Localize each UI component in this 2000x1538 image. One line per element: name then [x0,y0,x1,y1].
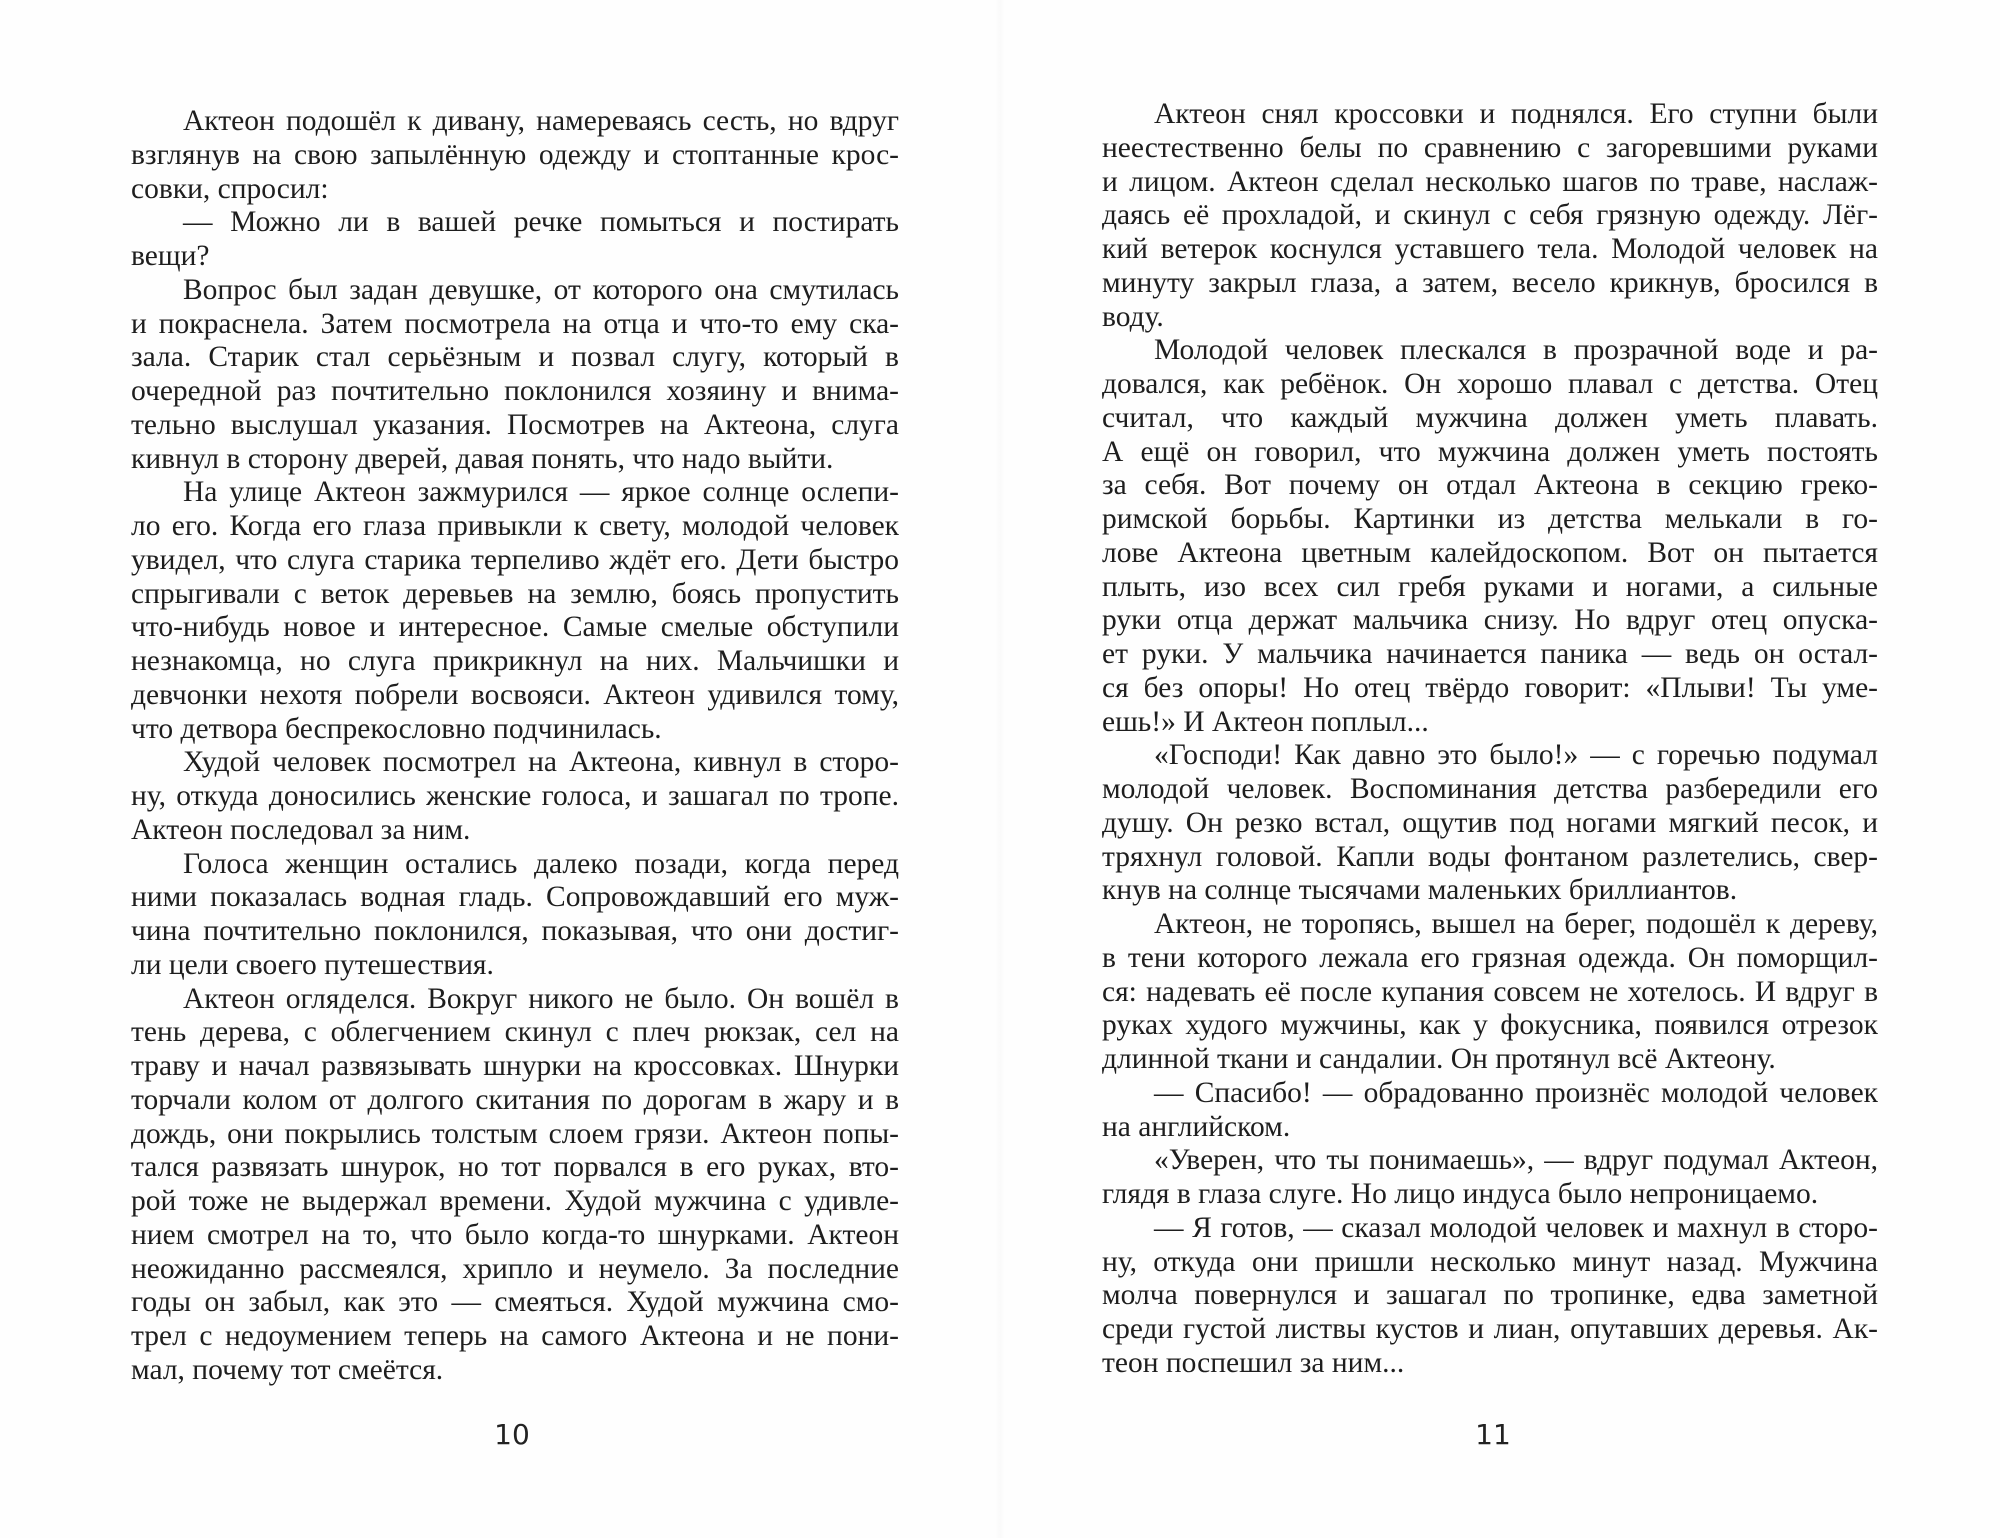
text-line: в тени которого лежала его грязная одежда. Он поморщил- [1102,941,1878,974]
text-line: Молодой человек плескался в прозрачной воде и ра- [1154,334,1878,367]
text-line: довался, как ребёнок. Он хорошо плавал с детства. Отец [1102,368,1878,400]
text-line: ло его. Когда его глаза привыкли к свету, молодой человек [131,510,899,542]
text-line: девчонки нехотя побрели восвояси. Актеон удивился тому, [131,678,899,711]
text-line: чина почтительно поклонился, показывая, что они достиг- [131,915,899,947]
text-line: тался развязать шнурок, но тот порвался в его руках, вто- [131,1151,899,1184]
paragraph [131,848,899,983]
text-line: Вопрос был задан девушке, от которого она смутилась [183,273,899,306]
paragraph [1102,334,1878,739]
page-number: 10 [494,1418,530,1451]
text-line: молодой человек. Воспоминания детства разбередили его [1102,773,1878,805]
text-line: тень дерева, с облегчением скинул с плеч рюкзак, сел на [131,1016,899,1049]
page-text [1102,98,1878,1381]
text-line: плыть, изо всех сил гребя руками и ногами, а сильные [1102,570,1878,603]
text-line: длинной ткани и сандалии. Он протянул всё Актеону. [1102,1043,1776,1075]
text-line: вещи? [131,240,210,272]
paragraph [131,206,899,274]
text-line: ешь!» И Актеон поплыл... [1102,705,1429,738]
text-line: — Спасибо! — обрадованно произнёс молодой человек [1154,1076,1878,1109]
text-line: взглянув на свою запылённую одежду и стоптанные крос- [131,138,899,171]
text-line: руки отца держат мальчика снизу. Но вдруг отец опуска- [1102,604,1878,637]
page-text [131,105,899,1388]
text-line: ними показалась водная гладь. Сопровождавший его муж- [131,881,899,914]
text-line: ся: надевать её после купания совсем не хотелось. И вдруг в [1102,975,1878,1008]
text-line: Худой человек посмотрел на Актеона, кивнул в сторо- [183,746,899,779]
text-line: тряхнул головой. Капли воды фонтаном разлетелись, свер- [1102,840,1878,873]
text-line: неожиданно рассмеялся, хрипло и неумело. За последние [131,1252,899,1285]
paragraph [1102,1212,1878,1381]
page-number: 11 [1475,1418,1511,1451]
right-page [1000,0,2000,1538]
text-line: спрыгивали с веток деревьев на землю, боясь пропустить [131,577,899,610]
text-line: молча повернулся и зашагал по тропинке, едва заметной [1102,1279,1878,1312]
paragraph [1102,1077,1878,1145]
text-line: римской борьбы. Картинки из детства мелькали в го- [1102,503,1878,535]
text-line: даясь её прохладой, и скинул с себя грязную одежду. Лёг- [1102,199,1878,232]
paragraph [1102,98,1878,334]
text-line: на английском. [1102,1110,1291,1143]
text-line: «Господи! Как давно это было!» — с горечью подумал [1154,739,1878,772]
text-line: ну, откуда доносились женские голоса, и зашагал по тропе. [131,780,899,812]
text-line: ет руки. У мальчика начинается паника — ведь он остал- [1102,638,1878,670]
paragraph [131,746,899,847]
text-line: траву и начал развязывать шнурки на кроссовках. Шнурки [131,1050,899,1082]
text-line: ли цели своего путешествия. [131,948,494,981]
text-line: Актеон снял кроссовки и поднялся. Его ступни были [1154,98,1878,130]
text-line: Голоса женщин остались далеко позади, когда перед [183,847,899,880]
paragraph [131,274,899,477]
text-line: считал, что каждый мужчина должен уметь плавать. [1102,401,1878,434]
text-line: совки, спросил: [131,172,329,205]
text-line: теон поспешил за ним... [1102,1346,1405,1379]
text-line: Актеон, не торопясь, вышел на берег, подошёл к дереву, [1154,908,1878,940]
paragraph [131,476,899,746]
text-line: лове Актеона цветным калейдоскопом. Вот он пытается [1102,536,1878,569]
text-line: душу. Он резко встал, ощутив под ногами мягкий песок, и [1102,806,1878,839]
text-line: рой тоже не выдержал времени. Худой мужчина с удивле- [131,1185,899,1217]
text-line: среди густой листвы кустов и лиан, опутавших деревья. Ак- [1102,1313,1878,1345]
text-line: «Уверен, что ты понимаешь», — вдруг подумал Актеон, [1154,1144,1878,1177]
text-line: А ещё он говорил, что мужчина должен уметь постоять [1102,435,1878,468]
text-line: и покраснела. Затем посмотрела на отца и что-то ему ска- [131,307,899,340]
text-line: за себя. Вот почему он отдал Актеона в секцию греко- [1102,469,1878,502]
text-line: глядя в глаза слуге. Но лицо индуса было непроницаемо. [1102,1178,1819,1210]
text-line: торчали колом от долгого скитания по дорогам в жару и в [131,1083,899,1116]
paragraph [1102,739,1878,908]
text-line: кивнул в сторону дверей, давая понять, что надо выйти. [131,442,834,475]
paragraph [1102,908,1878,1077]
text-line: — Можно ли в вашей речке помыться и постирать [183,206,899,239]
text-line: очередной раз почтительно поклонился хозяину и внима- [131,375,899,407]
text-line: ся без опоры! Но отец твёрдо говорит: «Плыви! Ты уме- [1102,671,1878,704]
text-line: и лицом. Актеон сделал несколько шагов по траве, наслаж- [1102,165,1878,198]
text-line: увидел, что слуга старика терпеливо ждёт его. Дети быстро [131,543,899,576]
text-line: минуту закрыл глаза, а затем, весело крикнув, бросился в [1102,266,1878,299]
text-line: трел с недоумением теперь на самого Актеона и не пони- [131,1320,899,1352]
text-line: ну, откуда они пришли несколько минут назад. Мужчина [1102,1245,1878,1278]
text-line: — Я готов, — сказал молодой человек и махнул в сторо- [1154,1211,1878,1244]
paragraph [131,105,899,206]
text-line: дождь, они покрылись толстым слоем грязи. Актеон попы- [131,1117,899,1150]
text-line: Актеон огляделся. Вокруг никого не было. Он вошёл в [183,982,899,1015]
text-line: кий ветерок коснулся уставшего тела. Молодой человек на [1102,233,1878,265]
text-line: годы он забыл, как это — смеяться. Худой мужчина смо- [131,1286,899,1319]
text-line: мал, почему тот смеётся. [131,1353,444,1386]
text-line: что-нибудь новое и интересное. Самые смелые обступили [131,611,899,644]
text-line: что детвора беспрекословно подчинилась. [131,712,662,745]
text-line: тельно выслушал указания. Посмотрев на Актеона, слуга [131,408,899,441]
text-line: Актеон подошёл к дивану, намереваясь сесть, но вдруг [183,105,899,137]
paragraph [1102,1144,1878,1212]
text-line: зала. Старик стал серьёзным и позвал слугу, который в [131,341,899,374]
text-line: На улице Актеон зажмурился — яркое солнце ослепи- [183,476,899,509]
text-line: Актеон последовал за ним. [131,813,471,846]
text-line: нием смотрел на то, что было когда-то шнурками. Актеон [131,1218,899,1251]
text-line: воду. [1102,300,1164,333]
text-line: кнув на солнце тысячами маленьких бриллиантов. [1102,874,1738,907]
text-line: неестественно белы по сравнению с загоревшими руками [1102,131,1878,164]
paragraph [131,983,899,1388]
text-line: незнакомца, но слуга прикрикнул на них. Мальчишки и [131,645,899,677]
text-line: руках худого мужчины, как у фокусника, появился отрезок [1102,1009,1878,1042]
